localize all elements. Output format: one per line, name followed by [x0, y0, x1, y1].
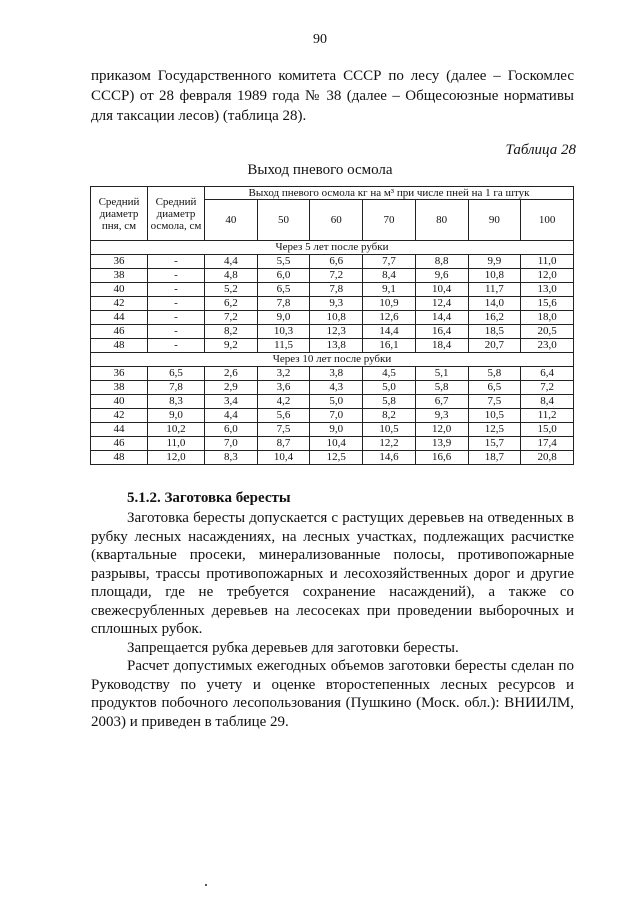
table-cell: 3,8: [310, 367, 363, 381]
table-cell: 9,9: [468, 255, 521, 269]
table-cell: 18,4: [415, 339, 468, 353]
table-row: [91, 437, 574, 451]
table-cell: 48: [91, 339, 148, 353]
table-cell: 12,0: [415, 423, 468, 437]
table-cell: 16,1: [363, 339, 416, 353]
scan-dot: [205, 884, 207, 886]
table-cell: 9,1: [363, 283, 416, 297]
table-cell: 11,0: [521, 255, 574, 269]
table-cell: -: [148, 311, 205, 325]
table-cell: 12,0: [521, 269, 574, 283]
table-cell: 5,8: [468, 367, 521, 381]
table-cell: 38: [91, 269, 148, 283]
table-cell: 7,2: [521, 381, 574, 395]
table-cell: 6,5: [257, 283, 310, 297]
table-cell: 3,6: [257, 381, 310, 395]
table-cell: 8,8: [415, 255, 468, 269]
table-row: [91, 381, 574, 395]
header-count-80: 80: [415, 200, 468, 241]
table-cell: 10,5: [363, 423, 416, 437]
table-cell: 10,2: [148, 423, 205, 437]
table-cell: 9,2: [205, 339, 258, 353]
table-row: [91, 367, 574, 381]
table-cell: 4,4: [205, 255, 258, 269]
table-cell: 11,0: [148, 437, 205, 451]
table-cell: 5,5: [257, 255, 310, 269]
table-cell: 4,3: [310, 381, 363, 395]
table-cell: 48: [91, 451, 148, 465]
table-cell: 5,2: [205, 283, 258, 297]
table-cell: 8,4: [363, 269, 416, 283]
table-cell: 8,7: [257, 437, 310, 451]
table-cell: 6,5: [468, 381, 521, 395]
table-cell: 5,6: [257, 409, 310, 423]
table-cell: 46: [91, 437, 148, 451]
table-cell: 14,0: [468, 297, 521, 311]
table-cell: 9,6: [415, 269, 468, 283]
table-cell: 6,5: [148, 367, 205, 381]
table-cell: -: [148, 339, 205, 353]
intro-paragraph: приказом Государственного комитета СССР по лесу (далее – Госкомлес СССР) от 28 февраля 1989 года № 38 (далее – Общесоюзные нормативы для таксации лесов) (таблица 28).: [91, 68, 574, 124]
header-count-70: 70: [363, 200, 416, 241]
header-yield-group: Выход пневого осмола кг на м³ при числе пней на 1 га штук: [205, 187, 574, 200]
table-cell: 10,4: [310, 437, 363, 451]
table-row: [91, 297, 574, 311]
table-cell: 12,5: [468, 423, 521, 437]
table-cell: 18,0: [521, 311, 574, 325]
table-cell: 20,7: [468, 339, 521, 353]
table-cell: 10,8: [310, 311, 363, 325]
table-cell: 9,3: [415, 409, 468, 423]
header-resin-diameter: Средний диаметр осмола, см: [148, 187, 205, 241]
table-row: [91, 311, 574, 325]
table-cell: 2,9: [205, 381, 258, 395]
table-row: [91, 423, 574, 437]
table-cell: 7,8: [148, 381, 205, 395]
table-cell: 7,7: [363, 255, 416, 269]
table-cell: 16,6: [415, 451, 468, 465]
table-cell: -: [148, 297, 205, 311]
header-count-90: 90: [468, 200, 521, 241]
table-cell: 6,2: [205, 297, 258, 311]
table-cell: 38: [91, 381, 148, 395]
table-cell: 7,5: [257, 423, 310, 437]
table-cell: 14,4: [363, 325, 416, 339]
table-cell: 42: [91, 409, 148, 423]
table-cell: 40: [91, 283, 148, 297]
table-cell: 14,6: [363, 451, 416, 465]
table-row: [91, 339, 574, 353]
table-cell: 9,0: [148, 409, 205, 423]
table-cell: 15,0: [521, 423, 574, 437]
table-cell: 10,4: [415, 283, 468, 297]
table-cell: 12,6: [363, 311, 416, 325]
header-stump-diameter: Средний диаметр пня, см: [91, 187, 148, 241]
table-cell: 17,4: [521, 437, 574, 451]
table-cell: 9,0: [257, 311, 310, 325]
table-cell: 12,4: [415, 297, 468, 311]
table-cell: 7,2: [205, 311, 258, 325]
table-cell: 3,4: [205, 395, 258, 409]
table-row: [91, 395, 574, 409]
table-cell: 12,2: [363, 437, 416, 451]
section-heading: 5.1.2. Заготовка бересты: [127, 490, 291, 506]
table-cell: 10,4: [257, 451, 310, 465]
table-cell: 18,5: [468, 325, 521, 339]
table-cell: 4,5: [363, 367, 416, 381]
table-cell: 8,3: [148, 395, 205, 409]
table-row: [91, 283, 574, 297]
body-text: [91, 509, 574, 731]
section-label: Через 10 лет после рубки: [91, 353, 574, 367]
table-cell: 40: [91, 395, 148, 409]
table-cell: 7,8: [257, 297, 310, 311]
table-cell: 8,3: [205, 451, 258, 465]
table-cell: 7,5: [468, 395, 521, 409]
table-body: [91, 241, 574, 465]
paragraph-1: Заготовка бересты допускается с растущих деревьев на отведенных в рубку лесных насаждениях, на лесных участках, подлежащих расчистке (квартальные просеки, минерализованные полосы, противопожарные разрывы, трассы противопожарных и лесохозяйственных дорог и другие площади, где не требуется сохранение насаждений), а также со свежесрубленных деревьев на лесосеках при проведении выборочных и сплошных рубок.: [91, 510, 574, 637]
header-count-60: 60: [310, 200, 363, 241]
table-caption: Таблица 28: [505, 142, 576, 158]
header-count-50: 50: [257, 200, 310, 241]
table-row: [91, 255, 574, 269]
table-cell: 10,8: [468, 269, 521, 283]
table-cell: -: [148, 255, 205, 269]
table-cell: 42: [91, 297, 148, 311]
table-cell: 5,0: [363, 381, 416, 395]
table-cell: 7,0: [310, 409, 363, 423]
table-cell: -: [148, 325, 205, 339]
table-cell: 5,8: [415, 381, 468, 395]
table-cell: 13,9: [415, 437, 468, 451]
table-cell: 7,2: [310, 269, 363, 283]
table-cell: 36: [91, 255, 148, 269]
table-cell: -: [148, 283, 205, 297]
table-cell: 46: [91, 325, 148, 339]
table-cell: 14,4: [415, 311, 468, 325]
table-cell: 12,0: [148, 451, 205, 465]
table-cell: 6,0: [205, 423, 258, 437]
paragraph-3: Расчет допустимых ежегодных объемов заготовки бересты сделан по Руководству по учету и оценке второстепенных лесных ресурсов и продуктов побочного лесопользования (Пушкино (Моск. обл.): ВНИИЛМ, 2003) и приведен в таблице 29.: [91, 658, 574, 730]
table-cell: 18,7: [468, 451, 521, 465]
table-cell: 8,2: [363, 409, 416, 423]
page-number: 90: [313, 32, 327, 47]
table-cell: 3,2: [257, 367, 310, 381]
table-title: Выход пневого осмола: [247, 162, 393, 178]
table-row: [91, 409, 574, 423]
table-cell: 9,0: [310, 423, 363, 437]
table-cell: 16,4: [415, 325, 468, 339]
table-cell: 2,6: [205, 367, 258, 381]
table-cell: 23,0: [521, 339, 574, 353]
table-cell: 6,4: [521, 367, 574, 381]
table-cell: 6,6: [310, 255, 363, 269]
section-row: [91, 241, 574, 255]
table-cell: 7,0: [205, 437, 258, 451]
table-cell: 20,8: [521, 451, 574, 465]
table-cell: 4,2: [257, 395, 310, 409]
table-cell: 11,2: [521, 409, 574, 423]
table-cell: 13,0: [521, 283, 574, 297]
table-cell: 44: [91, 311, 148, 325]
table-cell: 10,5: [468, 409, 521, 423]
table-row: [91, 325, 574, 339]
table-cell: 10,9: [363, 297, 416, 311]
table-row: [91, 269, 574, 283]
table-cell: 10,3: [257, 325, 310, 339]
table-cell: 12,3: [310, 325, 363, 339]
table-header: [91, 187, 574, 241]
stump-resin-table: [90, 186, 574, 465]
paragraph-2: Запрещается рубка деревьев для заготовки бересты.: [127, 639, 459, 656]
table-cell: 5,8: [363, 395, 416, 409]
header-count-100: 100: [521, 200, 574, 241]
table-cell: 5,0: [310, 395, 363, 409]
table-cell: 44: [91, 423, 148, 437]
table-cell: 16,2: [468, 311, 521, 325]
table-cell: 15,7: [468, 437, 521, 451]
table-cell: 6,7: [415, 395, 468, 409]
table-cell: 8,2: [205, 325, 258, 339]
table-cell: 36: [91, 367, 148, 381]
table-cell: 8,4: [521, 395, 574, 409]
table-cell: 15,6: [521, 297, 574, 311]
section-row: [91, 353, 574, 367]
table-cell: 12,5: [310, 451, 363, 465]
table-cell: 6,0: [257, 269, 310, 283]
table-cell: -: [148, 269, 205, 283]
table-cell: 11,5: [257, 339, 310, 353]
header-count-40: 40: [205, 200, 258, 241]
table-cell: 4,8: [205, 269, 258, 283]
section-label: Через 5 лет после рубки: [91, 241, 574, 255]
table-cell: 13,8: [310, 339, 363, 353]
table-cell: 11,7: [468, 283, 521, 297]
table-cell: 9,3: [310, 297, 363, 311]
table-cell: 20,5: [521, 325, 574, 339]
table-cell: 7,8: [310, 283, 363, 297]
table-cell: 4,4: [205, 409, 258, 423]
table-row: [91, 451, 574, 465]
table-cell: 5,1: [415, 367, 468, 381]
